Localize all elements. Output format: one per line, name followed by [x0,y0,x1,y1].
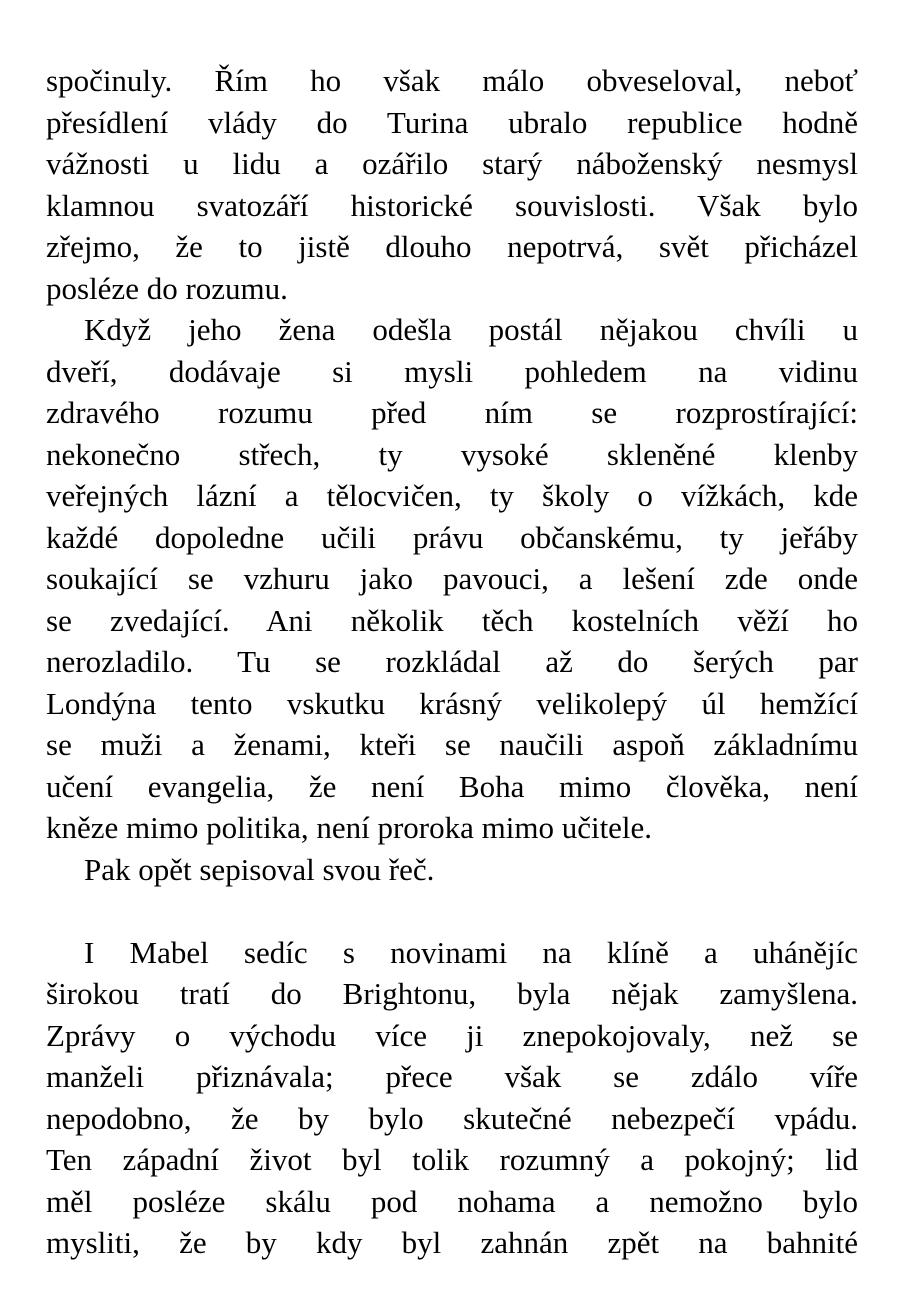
paragraph-2 [46,309,858,849]
text-line: klamnou svatozáří historické souvislosti. Však bylo [46,187,858,223]
text-line: měl posléze skálu pod nohama a nemožno bylo [46,1183,858,1219]
text-line: přesídlení vlády do Turina ubralo republice hodně [46,104,858,140]
text-line: spočinuly. Řím ho však málo obveseloval, neboť [46,63,858,98]
paragraph-1 [46,60,858,309]
text-line: Pak opět sepisoval svou řeč. [84,851,435,887]
section-break [46,890,858,932]
text-line: Zprávy o východu více ji znepokojovaly, než se [46,1017,858,1053]
text-line: vážnosti u lidu a ozářilo starý náboženský nesmysl [46,146,858,181]
text-line: soukající se vzhuru jako pavouci, a lešení zde onde [46,561,858,596]
text-line: každé dopoledne učili právu občanskému, ty jeřáby [46,519,858,555]
text-line: zřejmo, že to jistě dlouho nepotrvá, svět přicházel [46,229,858,264]
book-page [46,60,858,1264]
text-line: I Mabel sedíc s novinami na klíně a uhánějíc [84,934,858,970]
text-line: dveří, dodávaje si mysli pohledem na vidinu [46,353,858,389]
text-line: veřejných lázní a tělocvičen, ty školy o vížkách, kde [46,478,858,513]
text-line: zdravého rozumu před ním se rozprostírající: [46,395,858,430]
text-line: učení evangelia, že není Boha mimo člověka, není [46,768,858,804]
text-line: Když jeho žena odešla postál nějakou chvíli u [84,312,858,347]
text-line: manželi přiznávala; přece však se zdálo víře [46,1059,858,1094]
text-line: kněze mimo politika, není proroka mimo učitele. [46,810,653,845]
text-line: širokou tratí do Brightonu, byla nějak zamyšlena. [46,976,858,1011]
text-line: nerozladilo. Tu se rozkládal až do šerých par [46,644,858,679]
text-line: Londýna tento vskutku krásný velikolepý úl hemžící [46,685,858,721]
text-line: posléze do rozumu. [46,270,288,306]
text-line: nepodobno, že by bylo skutečné nebezpečí vpádu. [46,1100,858,1136]
text-line: se zvedající. Ani několik těch kostelních věží ho [46,602,858,638]
text-line: se muži a ženami, kteři se naučili aspoň základnímu [46,727,858,762]
paragraph-3 [46,849,858,891]
text-line: Ten západní život byl tolik rozumný a pokojný; lid [46,1142,858,1177]
text-line: nekonečno střech, ty vysoké skleněné klenby [46,436,858,472]
paragraph-4 [46,932,858,1264]
text-line: mysliti, že by kdy byl zahnán zpět na bahnité [46,1225,858,1260]
